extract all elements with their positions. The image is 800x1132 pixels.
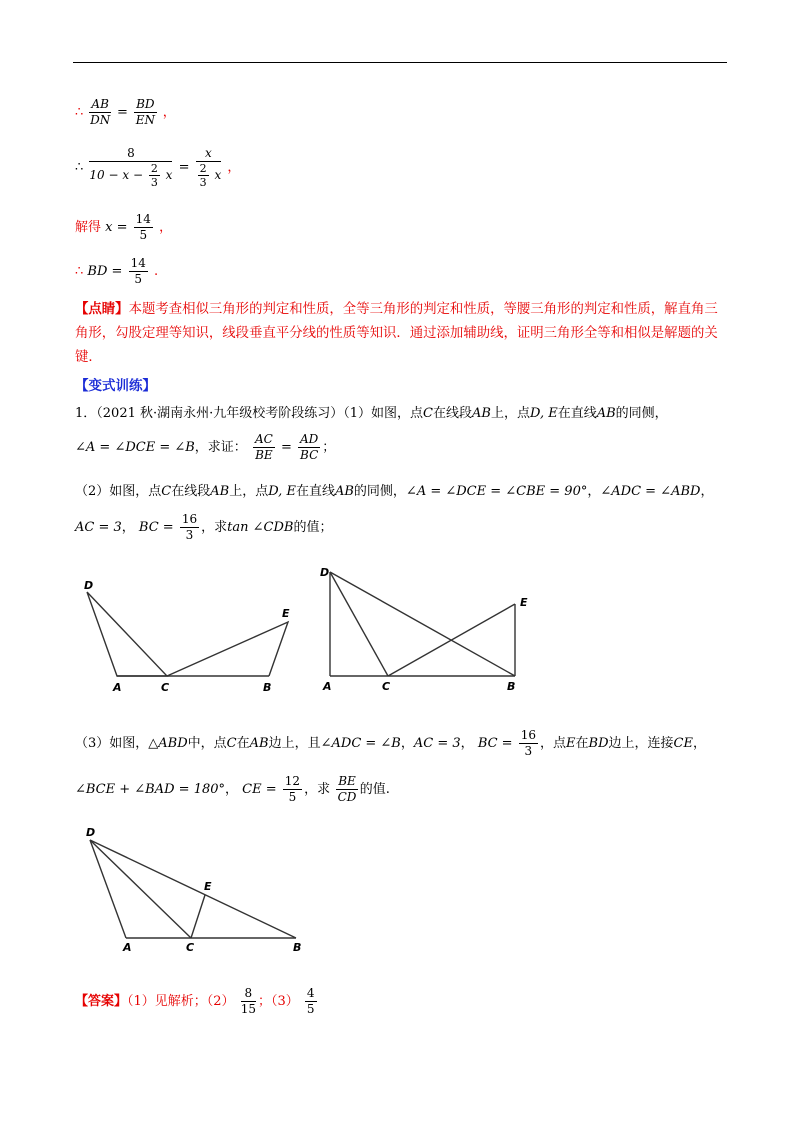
fraction-left: 8 10 − x − $\frac{2}{3}$ x (89, 146, 173, 189)
therefore-symbol: ∴ (75, 160, 84, 175)
fig2-label-C: C (382, 680, 391, 693)
fig3-label-B: B (293, 941, 302, 954)
fraction-14-5-bd: $\frac{14}{5}$ (130, 256, 146, 286)
therefore-symbol: ∴ (75, 105, 84, 120)
problem-part2-line1: （2）如图，点C在线段AB上，点D, E在直线AB的同侧，∠A = ∠DCE = ∠CBE = 90°，∠ADC = ∠ABD， (75, 484, 714, 499)
bd-result-line: ∴ BD = $\frac{14}{5}$ . (75, 256, 159, 286)
comment-paragraph (75, 297, 725, 370)
equation-line-2: ∴ 8 10 − x − $\frac{2}{3}$ x = x $\frac{2}{3}$ x ， (75, 146, 241, 189)
problem-part1-line1: 1．（2021 秋·湖南永州·九年级校考阶段练习）（1）如图，点C在线段AB上，点D, E在直线AB的同侧， (75, 406, 668, 421)
answer-tag: 【答案】 (75, 994, 128, 1009)
fraction-14-5: $\frac{14}{5}$ (135, 212, 151, 242)
fig1-label-C: C (161, 681, 170, 694)
fig1-label-D: D (84, 579, 94, 592)
comment-tag: 【点睛】 (75, 301, 129, 317)
figure-3 (78, 820, 318, 960)
figure-2 (315, 560, 545, 700)
equation-line-1: ∴ $\frac{AB}{DN}$ = $\frac{BD}{EN}$ ， (75, 97, 176, 127)
answer-fraction-3: $\frac{4}{5}$ (306, 986, 315, 1016)
practice-header: 【变式训练】 (75, 378, 156, 394)
comment-text: 本题考查相似三角形的判定和性质，全等三角形的判定和性质，等腰三角形的判定和性质，解直角三角形，勾股定理等知识，线段垂直平分线的性质等知识．通过添加辅助线，证明三角形全等和相似是解题的关键． (75, 302, 718, 365)
fig3-label-C: C (186, 941, 195, 954)
fig3-label-D: D (86, 826, 96, 839)
fig3-CE (191, 895, 205, 938)
figure-1 (70, 570, 310, 700)
solve-line: 解得 x = $\frac{14}{5}$ ， (75, 212, 173, 242)
problem-part2-line2: AC = 3， BC = $\frac{16}{3}$ ，求tan ∠CDB的值； (75, 512, 333, 542)
fig2-label-B: B (507, 680, 516, 693)
problem-part3-line2: ∠BCE + ∠BAD = 180°， CE = $\frac{12}{5}$ ，求 $\frac{BE}{CD}$ 的值. (75, 774, 390, 804)
fig1-label-B: B (263, 681, 272, 694)
answer-fraction-2: $\frac{8}{15}$ (240, 986, 256, 1016)
fraction-right: x $\frac{2}{3}$ x (196, 146, 222, 189)
fig3-label-E: E (204, 880, 212, 893)
fig1-label-E: E (282, 607, 290, 620)
problem-part1-line2: ∠A = ∠DCE = ∠B，求证： $\frac{AC}{BE}$ = $\frac{AD}{BC}$ ； (75, 432, 336, 462)
fig2-DB (330, 572, 515, 676)
fig1-lines (87, 592, 167, 676)
fig1-right (167, 622, 288, 676)
fig3-DC (90, 840, 191, 938)
header-rule (73, 62, 727, 63)
fig2-label-A: A (323, 680, 332, 693)
problem-part3-line1: （3）如图，△ABD中，点C在AB边上，且∠ADC = ∠B，AC = 3， BC = $\frac{16}{3}$ ，点E在BD边上，连接CE， (75, 728, 706, 758)
fraction-ab-dn: $\frac{AB}{DN}$ (90, 97, 111, 127)
answer-line: 【答案】（1）见解析；（2） $\frac{8}{15}$ ；（3） $\frac{4}{5}$ (75, 986, 315, 1016)
fig2-label-E: E (520, 596, 528, 609)
fig2-label-D: D (320, 566, 330, 579)
fig1-label-A: A (113, 681, 122, 694)
fraction-bd-en: $\frac{BD}{EN}$ (135, 97, 155, 127)
fig3-label-A: A (123, 941, 132, 954)
